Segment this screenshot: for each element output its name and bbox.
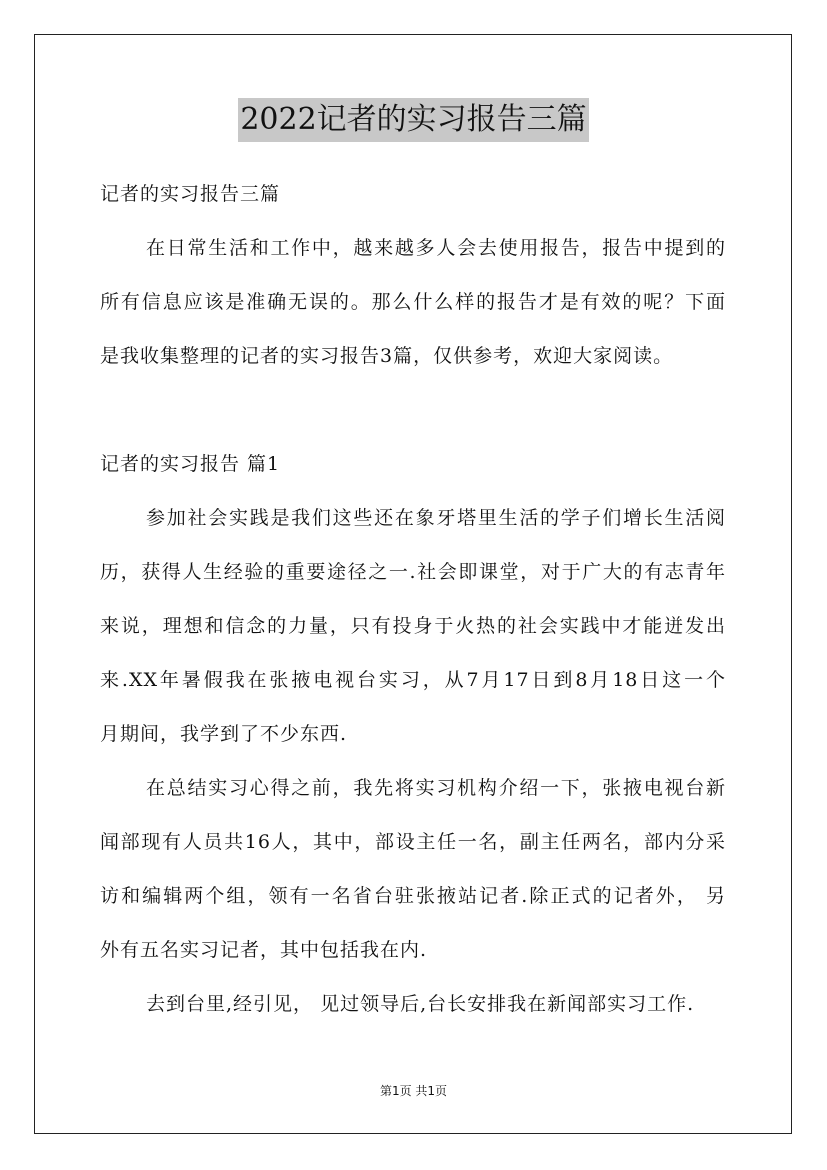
para1-line-2: 历，获得人生经验的重要途径之一.社会即课堂，对于广大的有志青年 — [100, 561, 726, 583]
para2-line-1: 在总结实习心得之前，我先将实习机构介绍一下，张掖电视台新 — [146, 777, 726, 799]
document-title: 2022记者的实习报告三篇 — [238, 98, 588, 142]
para1-line-4: 来.XX年暑假我在张掖电视台实习，从7月17日到8月18日这一个 — [100, 669, 726, 691]
para1-line-5: 月期间，我学到了不少东西. — [100, 723, 348, 745]
document-subtitle: 记者的实习报告三篇 — [100, 183, 281, 205]
intro-line-3: 是我收集整理的记者的实习报告3篇，仅供参考，欢迎大家阅读。 — [100, 345, 674, 367]
para2-line-2: 闻部现有人员共16人，其中，部设主任一名，副主任两名，部内分采 — [100, 831, 726, 853]
para1-line-3: 来说，理想和信念的力量，只有投身于火热的社会实践中才能迸发出 — [100, 615, 726, 637]
page-footer: 第1页 共1页 — [379, 1084, 448, 1098]
intro-line-2: 所有信息应该是准确无误的。那么什么样的报告才是有效的呢？下面 — [100, 291, 726, 313]
intro-line-1: 在日常生活和工作中，越来越多人会去使用报告，报告中提到的 — [146, 237, 726, 259]
title-container — [0, 98, 827, 142]
section-heading: 记者的实习报告 篇1 — [100, 453, 281, 475]
para2-line-3: 访和编辑两个组，领有一名省台驻张掖站记者.除正式的记者外， 另 — [100, 885, 726, 907]
para1-line-1: 参加社会实践是我们这些还在象牙塔里生活的学子们增长生活阅 — [146, 507, 726, 529]
para3-line-1: 去到台里,经引见， 见过领导后,台长安排我在新闻部实习工作. — [146, 993, 695, 1015]
para2-line-4: 外有五名实习记者，其中包括我在内. — [100, 939, 428, 961]
